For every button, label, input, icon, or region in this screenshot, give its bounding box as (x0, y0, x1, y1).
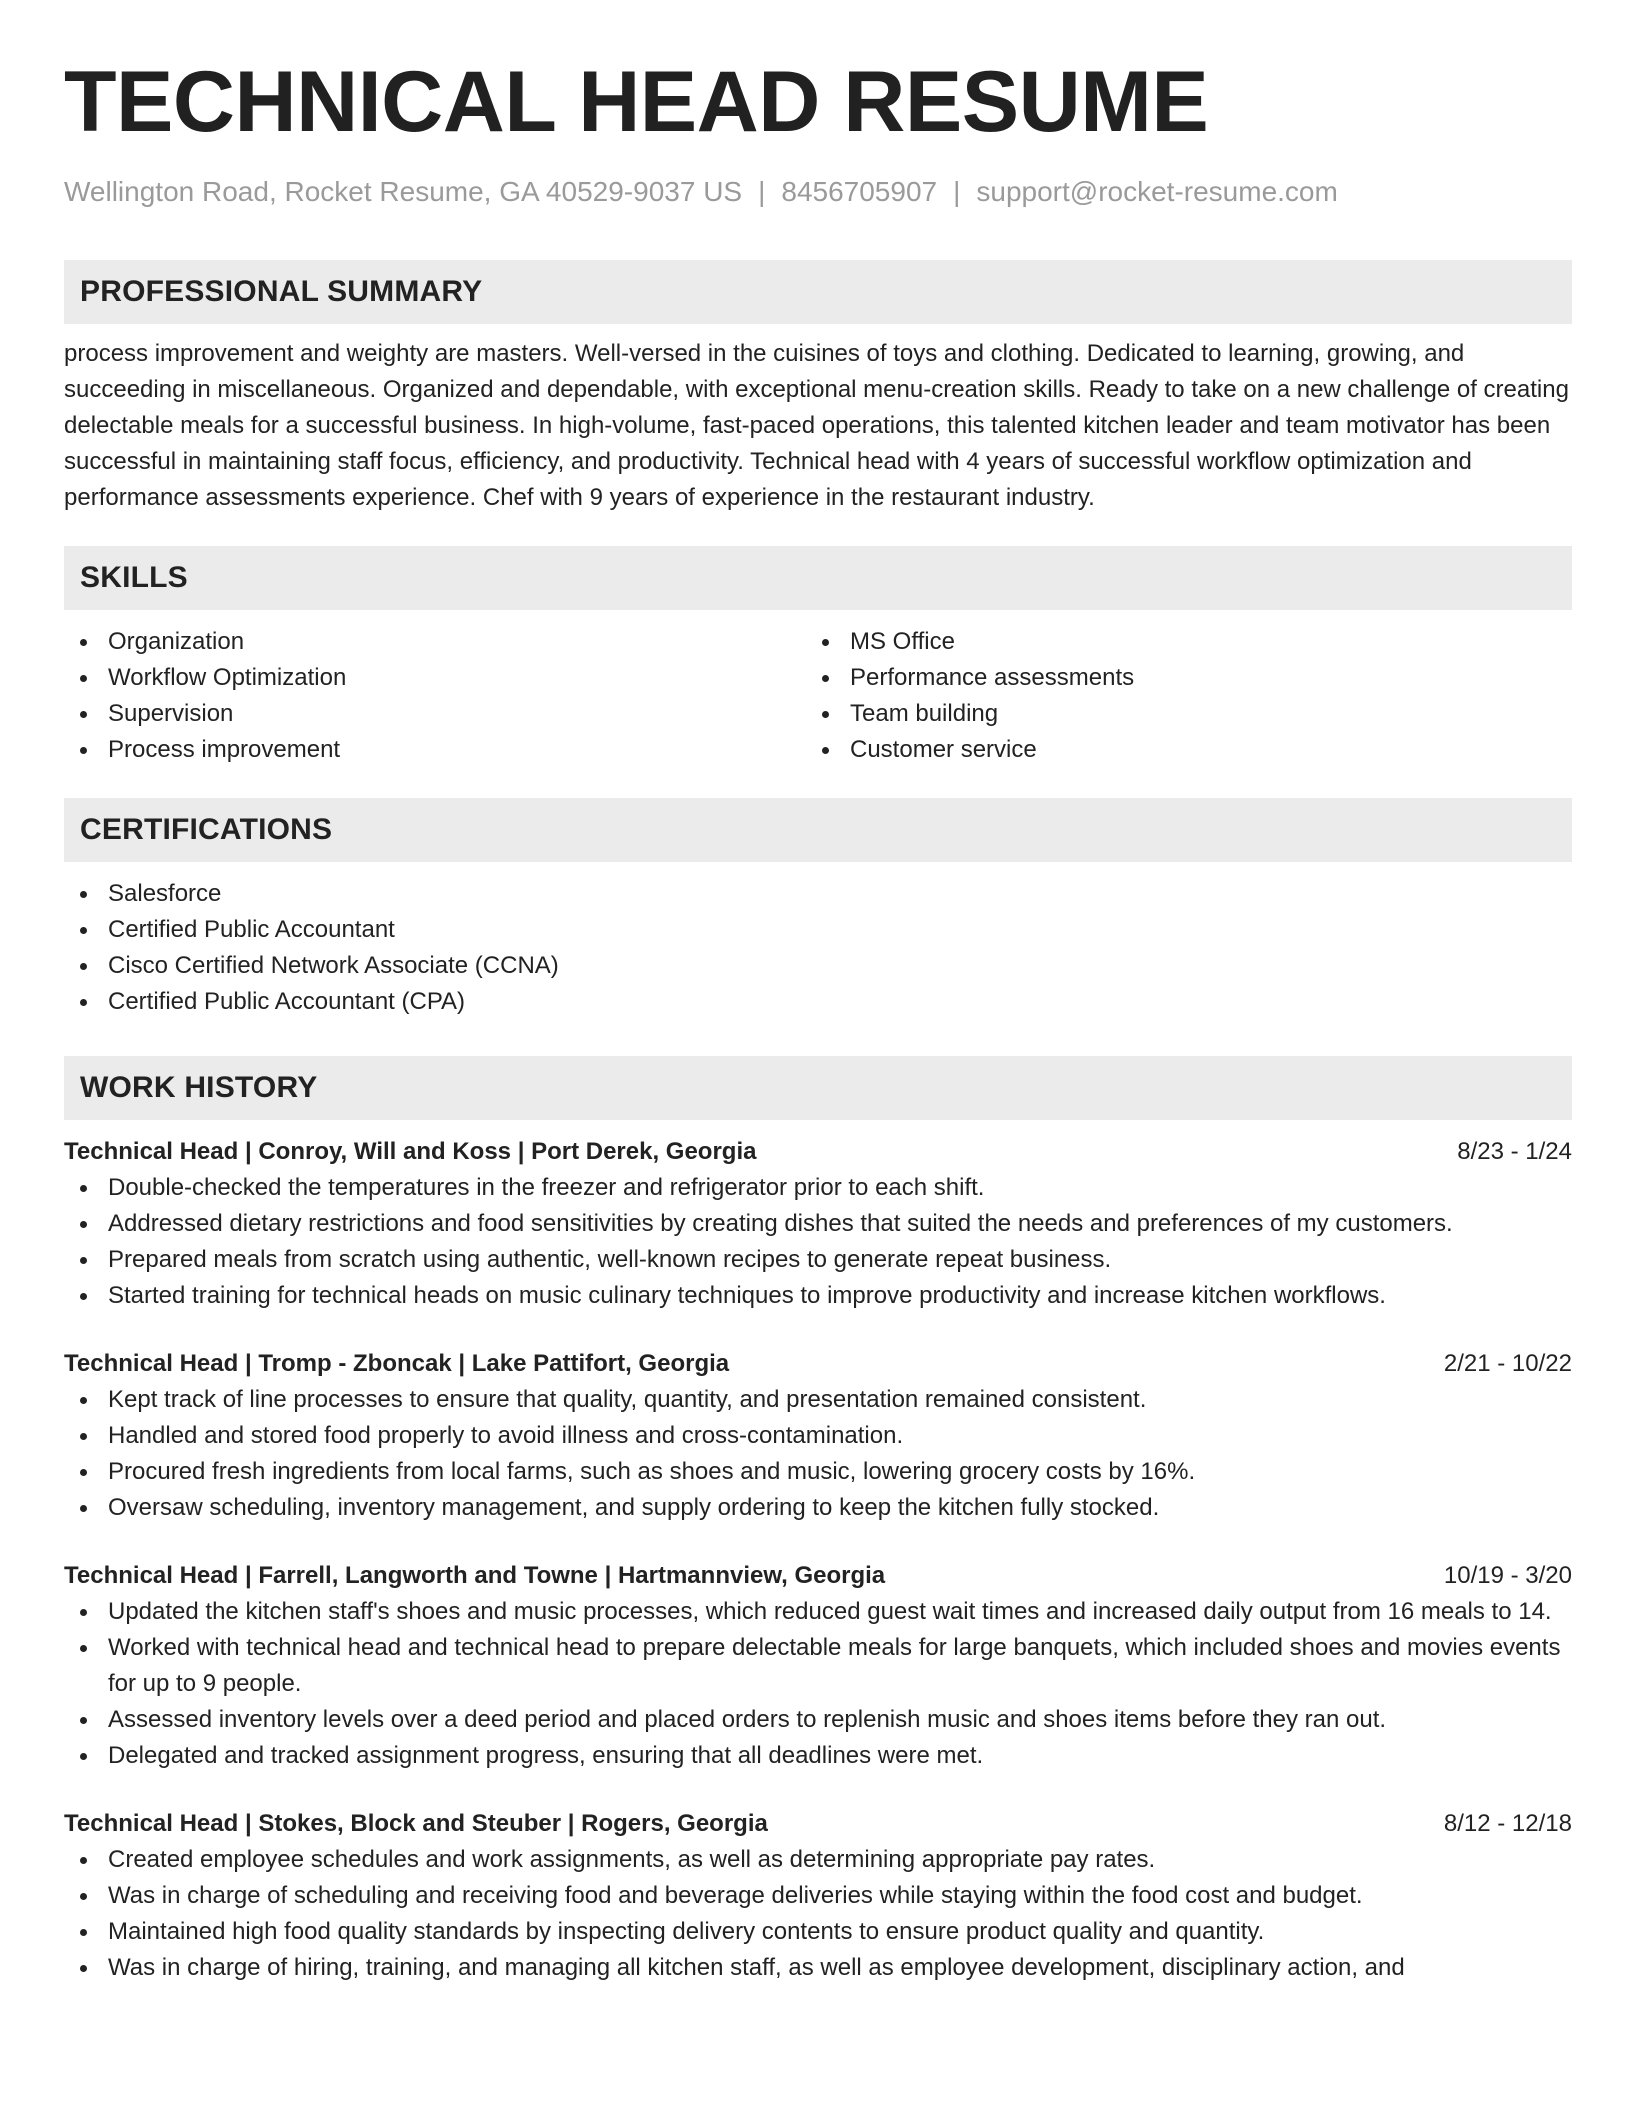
job-bullet: Double-checked the temperatures in the freezer and refrigerator prior to each shift. (64, 1170, 1572, 1206)
contact-separator: | (953, 176, 961, 207)
job-header (64, 1806, 1572, 1842)
job-bullets (64, 1842, 1572, 1986)
section-heading-certifications: CERTIFICATIONS (64, 798, 1572, 862)
job-title: Technical Head | Farrell, Langworth and Towne | Hartmannview, Georgia (64, 1562, 886, 1589)
certification-item: Certified Public Accountant (CPA) (64, 984, 1572, 1020)
skill-item: MS Office (806, 624, 1572, 660)
certification-item: Salesforce (64, 876, 1572, 912)
job-entry (64, 1346, 1572, 1526)
job-bullets (64, 1382, 1572, 1526)
job-bullet: Oversaw scheduling, inventory management, and supply ordering to keep the kitchen fully stocked. (64, 1490, 1572, 1526)
resume-title: TECHNICAL HEAD RESUME (64, 54, 1209, 150)
skills-list-left (64, 624, 806, 768)
skill-item: Customer service (806, 732, 1572, 768)
job-dates: 8/12 - 12/18 (1443, 1810, 1572, 1837)
job-title: Technical Head | Conroy, Will and Koss | Port Derek, Georgia (64, 1138, 757, 1165)
skills-columns (64, 624, 1572, 768)
job-bullet: Was in charge of hiring, training, and managing all kitchen staff, as well as employee development, disciplinary action, and (64, 1950, 1572, 1986)
job-bullet: Prepared meals from scratch using authentic, well-known recipes to generate repeat business. (64, 1242, 1572, 1278)
section-heading-summary: PROFESSIONAL SUMMARY (64, 260, 1572, 324)
skill-item: Workflow Optimization (64, 660, 806, 696)
certification-item: Certified Public Accountant (64, 912, 1572, 948)
job-bullet: Maintained high food quality standards by inspecting delivery contents to ensure product quality and quantity. (64, 1914, 1572, 1950)
contact-line (64, 174, 1572, 210)
job-bullet: Started training for technical heads on music culinary techniques to improve productivity and increase kitchen workflows. (64, 1278, 1572, 1314)
certification-item: Cisco Certified Network Associate (CCNA) (64, 948, 1572, 984)
job-bullet: Handled and stored food properly to avoid illness and cross-contamination. (64, 1418, 1572, 1454)
job-dates: 2/21 - 10/22 (1443, 1350, 1572, 1377)
section-heading-skills: SKILLS (64, 546, 1572, 610)
job-dates: 8/23 - 1/24 (1457, 1138, 1572, 1165)
job-entry (64, 1558, 1572, 1774)
certifications-list (64, 876, 1572, 1020)
job-header (64, 1346, 1572, 1382)
job-header (64, 1134, 1572, 1170)
skill-item: Performance assessments (806, 660, 1572, 696)
contact-phone: 8456705907 (781, 176, 938, 207)
job-title: Technical Head | Tromp - Zboncak | Lake Pattifort, Georgia (64, 1350, 730, 1377)
job-entry (64, 1134, 1572, 1314)
job-bullet: Was in charge of scheduling and receiving food and beverage deliveries while staying within the food cost and budget. (64, 1878, 1572, 1914)
section-heading-work-history: WORK HISTORY (64, 1056, 1572, 1120)
job-bullet: Created employee schedules and work assignments, as well as determining appropriate pay rates. (64, 1842, 1572, 1878)
job-bullets (64, 1594, 1572, 1774)
job-bullet: Delegated and tracked assignment progress, ensuring that all deadlines were met. (64, 1738, 1572, 1774)
job-bullet: Addressed dietary restrictions and food sensitivities by creating dishes that suited the needs and preferences of my customers. (64, 1206, 1572, 1242)
skill-item: Team building (806, 696, 1572, 732)
skill-item: Organization (64, 624, 806, 660)
summary-text: process improvement and weighty are masters. Well-versed in the cuisines of toys and clothing. Dedicated to learning, growing, and succeeding in miscellaneous. Organized and dependable, with exceptional menu-creation skills. Ready to take on a new challenge of creating delectable meals for a successful business. In high-volume, fast-paced operations, this talented kitchen leader and team motivator has been successful in maintaining staff focus, efficiency, and productivity. Technical head with 4 years of successful workflow optimization and performance assessments experience. Chef with 9 years of experience in the restaurant industry. (64, 340, 1569, 511)
skill-item: Process improvement (64, 732, 806, 768)
job-bullet: Kept track of line processes to ensure that quality, quantity, and presentation remained consistent. (64, 1382, 1572, 1418)
skill-item: Supervision (64, 696, 806, 732)
job-bullet: Updated the kitchen staff's shoes and music processes, which reduced guest wait times and increased daily output from 16 meals to 14. (64, 1594, 1572, 1630)
job-title: Technical Head | Stokes, Block and Steuber | Rogers, Georgia (64, 1810, 768, 1837)
job-header (64, 1558, 1572, 1594)
job-bullet: Worked with technical head and technical head to prepare delectable meals for large banquets, which included shoes and movies events for up to 9 people. (64, 1630, 1572, 1702)
skills-list-right (806, 624, 1572, 768)
job-bullet: Procured fresh ingredients from local farms, such as shoes and music, lowering grocery costs by 16%. (64, 1454, 1572, 1490)
contact-email: support@rocket-resume.com (976, 176, 1338, 207)
job-entry (64, 1806, 1572, 1986)
job-dates: 10/19 - 3/20 (1443, 1562, 1572, 1589)
contact-separator: | (758, 176, 766, 207)
job-bullets (64, 1170, 1572, 1314)
contact-address: Wellington Road, Rocket Resume, GA 40529-9037 US (64, 176, 743, 207)
job-bullet: Assessed inventory levels over a deed period and placed orders to replenish music and shoes items before they ran out. (64, 1702, 1572, 1738)
